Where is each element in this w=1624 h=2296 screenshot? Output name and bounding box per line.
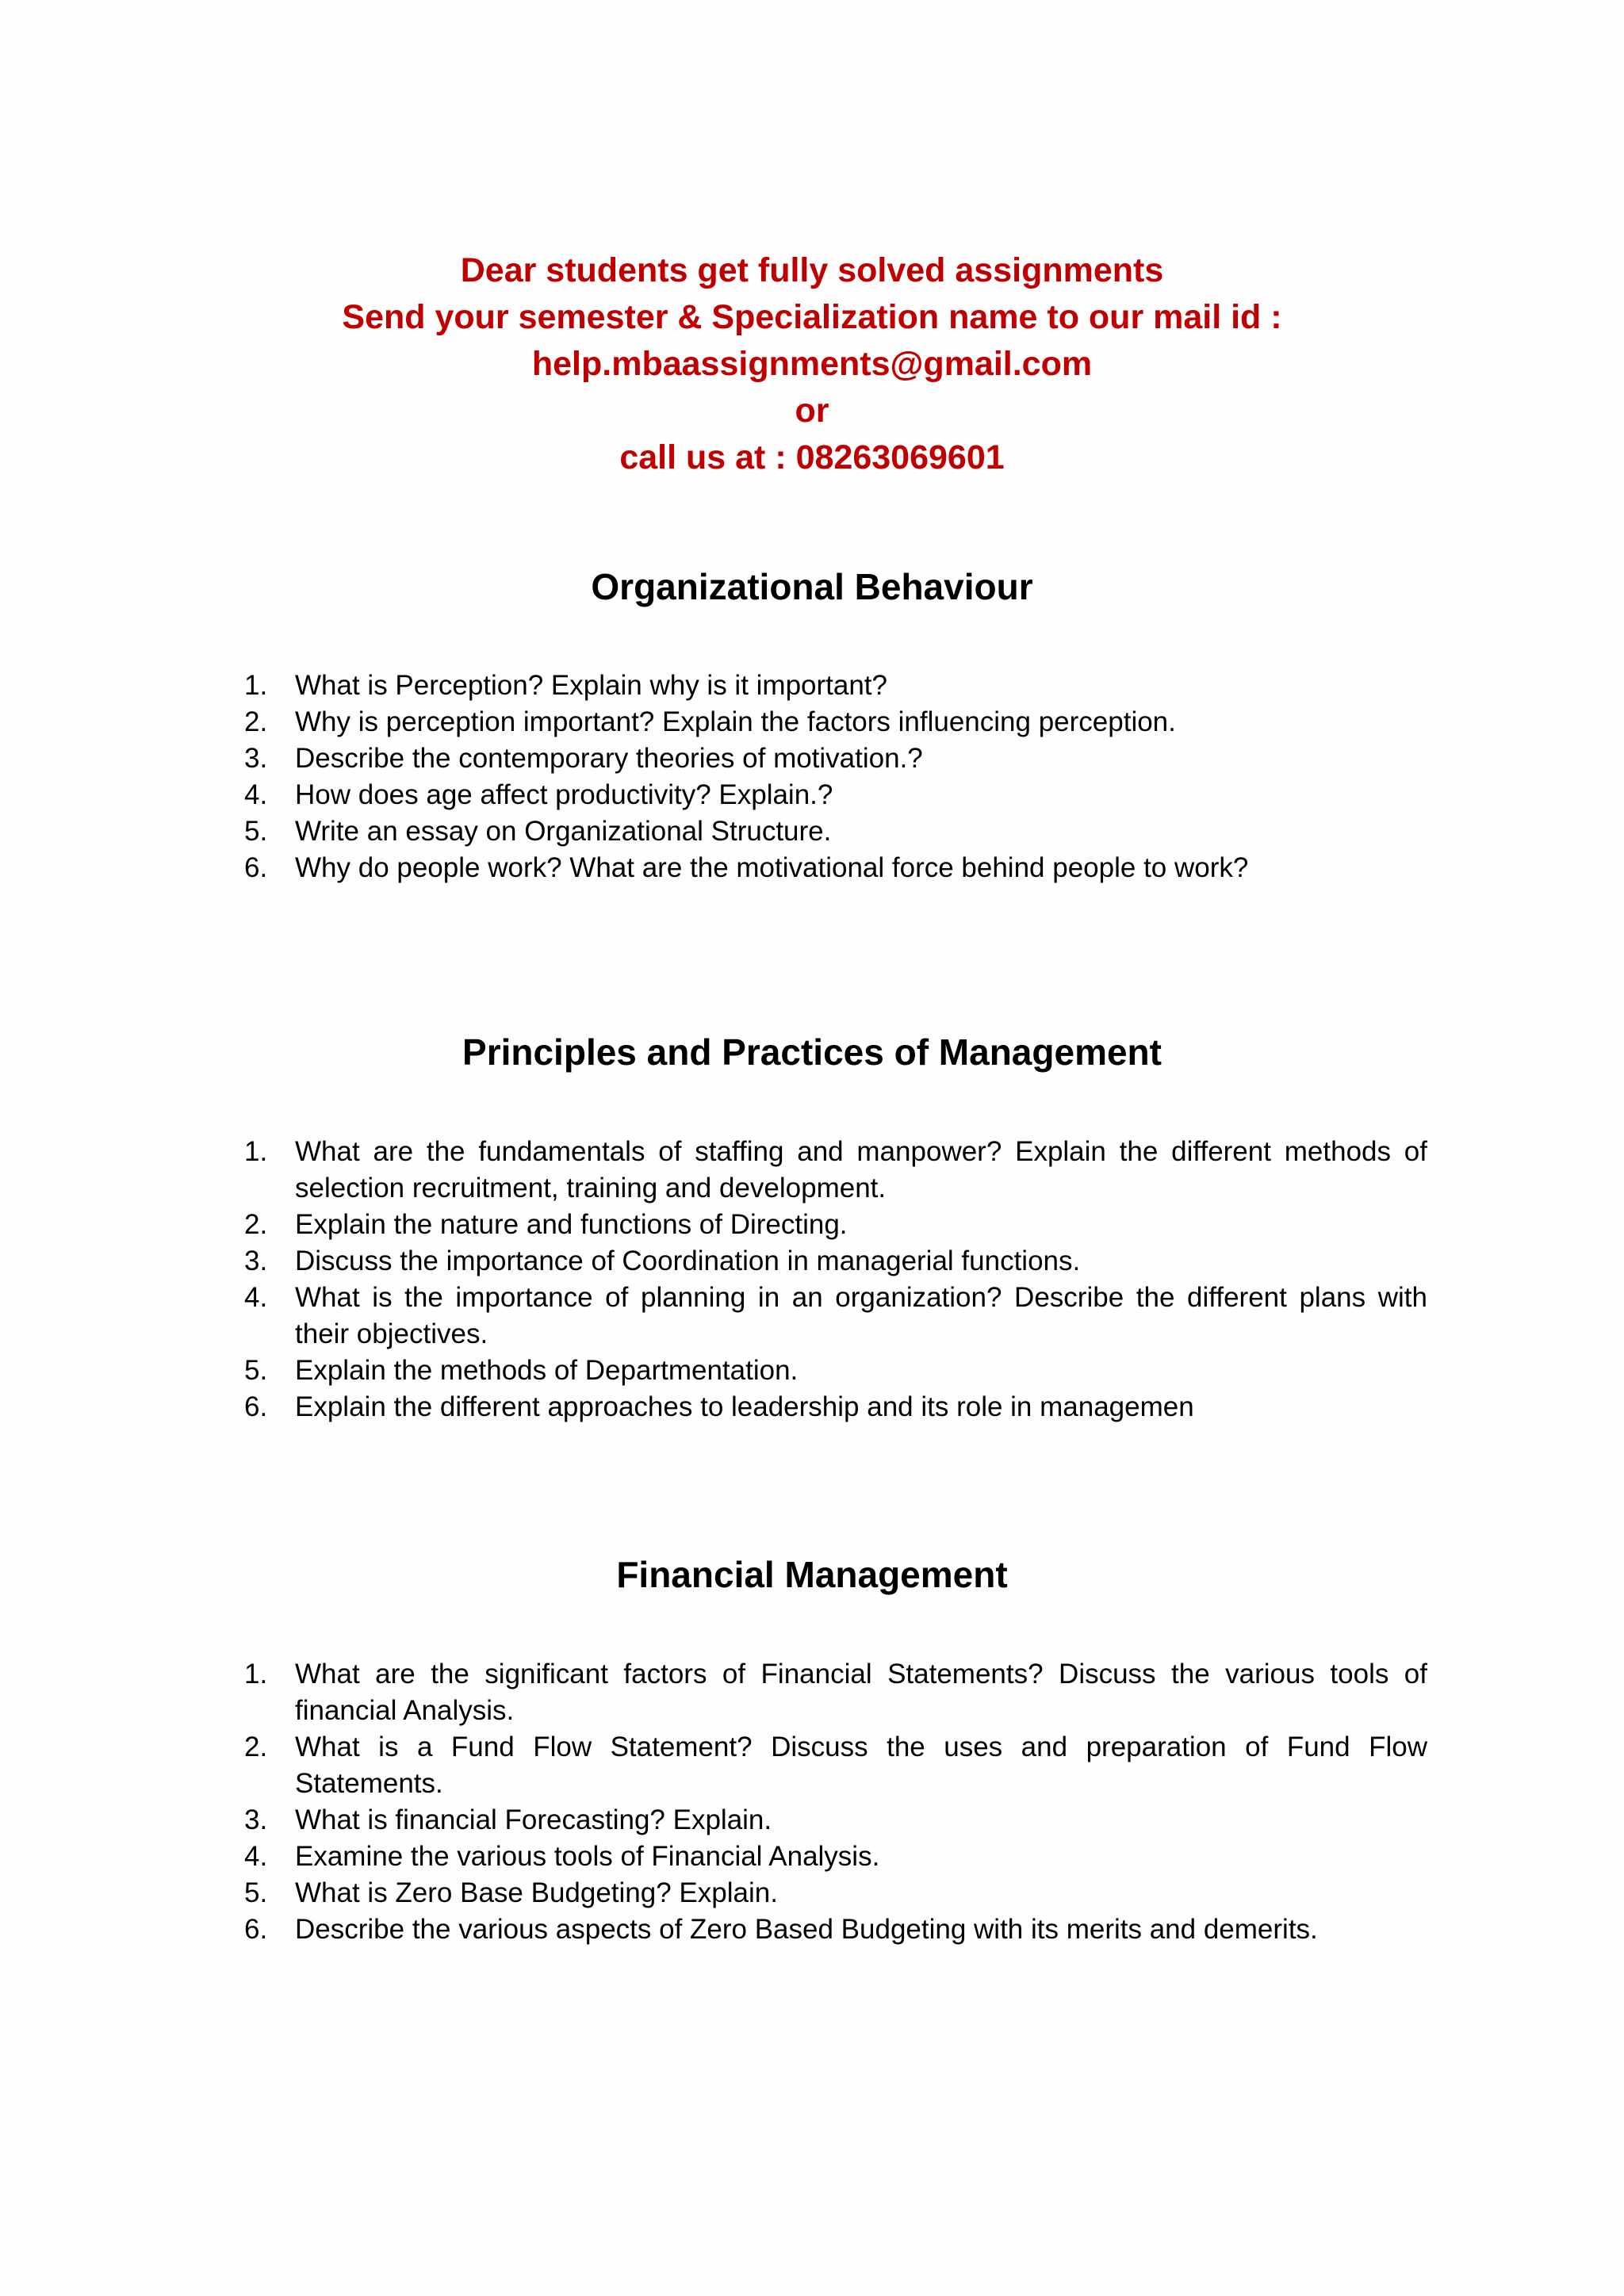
question-text: How does age affect productivity? Explain.? — [295, 779, 833, 810]
question-text: Write an essay on Organizational Structure. — [295, 816, 832, 847]
question-number: 5. — [244, 816, 268, 847]
question-number: 3. — [244, 743, 268, 774]
question-number: 3. — [244, 1246, 268, 1276]
question-item — [0, 1243, 1624, 1280]
question-list-financial-management — [0, 1656, 1624, 1948]
question-number: 6. — [244, 1914, 268, 1945]
question-item — [0, 1802, 1624, 1839]
question-text: What are the significant factors of Financial Statements? Discuss the various tools of financial Analysis. — [295, 1659, 1427, 1726]
question-text: What are the fundamentals of staffing and manpower? Explain the different methods of selection recruitment, training and development. — [295, 1136, 1427, 1203]
section-title-principles-and-practices-of-management: Principles and Practices of Management — [462, 1031, 1162, 1073]
question-text: Describe the various aspects of Zero Based Budgeting with its merits and demerits. — [295, 1914, 1318, 1945]
question-number: 2. — [244, 1732, 268, 1762]
question-item — [0, 740, 1624, 777]
question-item — [0, 850, 1624, 886]
promo-phone: call us at : 08263069601 — [619, 438, 1005, 476]
question-number: 1. — [244, 1659, 268, 1689]
question-text: What is financial Forecasting? Explain. — [295, 1804, 772, 1835]
question-item — [0, 668, 1624, 704]
question-text: What is Zero Base Budgeting? Explain. — [295, 1877, 778, 1908]
question-number: 1. — [244, 1136, 268, 1167]
question-item — [0, 1207, 1624, 1243]
question-text: What is a Fund Flow Statement? Discuss the uses and preparation of Fund Flow Statements. — [295, 1732, 1427, 1799]
question-item — [0, 1729, 1624, 1802]
question-number: 5. — [244, 1355, 268, 1386]
question-item — [0, 1280, 1624, 1353]
section-title-organizational-behaviour: Organizational Behaviour — [591, 566, 1033, 607]
question-text: Explain the different approaches to leadership and its role in managemen — [295, 1391, 1194, 1422]
question-list-organizational-behaviour — [0, 668, 1624, 886]
question-text: What is Perception? Explain why is it important? — [295, 670, 887, 701]
question-text: Discuss the importance of Coordination in managerial functions. — [295, 1246, 1081, 1276]
question-text: Explain the methods of Departmentation. — [295, 1355, 799, 1386]
question-item — [0, 1911, 1624, 1948]
question-item — [0, 813, 1624, 850]
section-title-financial-management: Financial Management — [616, 1554, 1008, 1595]
question-text: What is the importance of planning in an organization? Describe the different plans with their objectives. — [295, 1282, 1427, 1349]
question-text: Examine the various tools of Financial Analysis. — [295, 1841, 880, 1872]
promo-email: help.mbaassignments@gmail.com — [531, 345, 1093, 383]
question-number: 2. — [244, 1209, 268, 1240]
question-text: Explain the nature and functions of Directing. — [295, 1209, 848, 1240]
question-item — [0, 1134, 1624, 1207]
question-number: 2. — [244, 706, 268, 737]
question-number: 1. — [244, 670, 268, 701]
question-number: 6. — [244, 1391, 268, 1422]
promo-line-1: Dear students get fully solved assignments — [460, 251, 1164, 289]
question-number: 3. — [244, 1804, 268, 1835]
question-item — [0, 704, 1624, 740]
question-number: 4. — [244, 779, 268, 810]
promo-banner — [0, 247, 1624, 481]
question-list-principles-and-practices-of-management — [0, 1134, 1624, 1425]
question-item — [0, 1353, 1624, 1389]
question-item — [0, 1389, 1624, 1425]
promo-or: or — [795, 392, 829, 430]
question-text: Describe the contemporary theories of motivation.? — [295, 743, 923, 774]
question-item — [0, 1839, 1624, 1875]
question-number: 5. — [244, 1877, 268, 1908]
question-item — [0, 777, 1624, 813]
question-number: 4. — [244, 1841, 268, 1872]
question-item — [0, 1656, 1624, 1729]
question-item — [0, 1875, 1624, 1911]
question-text: Why do people work? What are the motivational force behind people to work? — [295, 852, 1249, 883]
question-number: 6. — [244, 852, 268, 883]
question-number: 4. — [244, 1282, 268, 1313]
promo-line-2: Send your semester & Specialization name to our mail id : — [342, 298, 1282, 336]
question-text: Why is perception important? Explain the factors influencing perception. — [295, 706, 1176, 737]
